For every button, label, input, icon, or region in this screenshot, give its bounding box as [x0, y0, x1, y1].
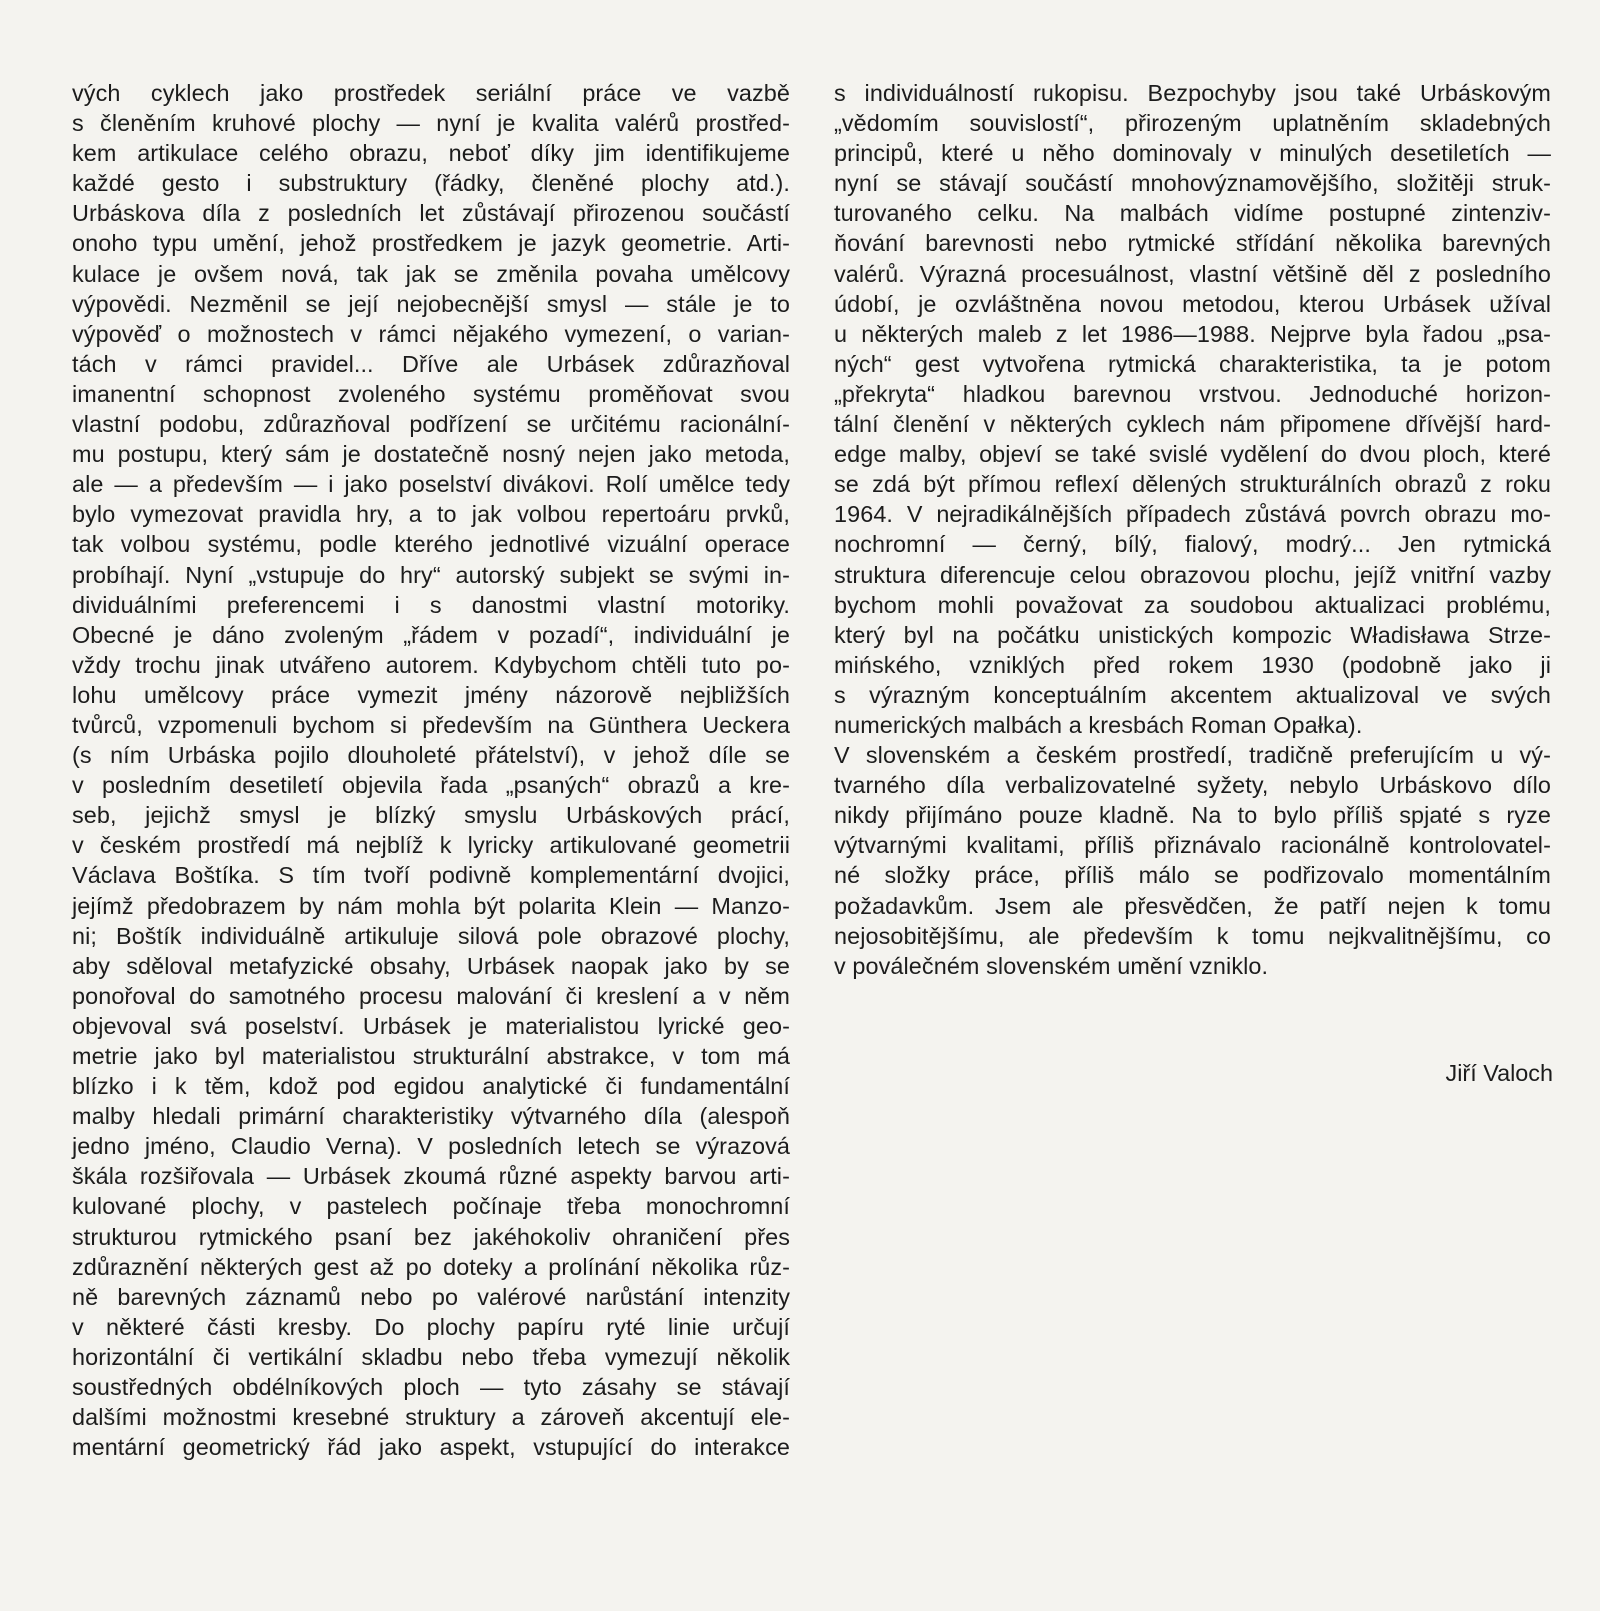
text-line: v posledním desetiletí objevila řada „psaných“ obrazů a kre-: [72, 772, 790, 799]
text-line: se zdá být přímou reflexí dělených strukturálních obrazů z roku: [834, 471, 1551, 498]
text-line: bylo vymezovat pravidla hry, a to jak volbou repertoáru prvků,: [72, 501, 790, 528]
text-line: onoho typu umění, jehož prostředkem je jazyk geometrie. Arti-: [72, 230, 790, 257]
text-line: lohu umělcovy práce vymezit jmény názorově nejbližších: [72, 681, 790, 708]
text-line: kulované plochy, v pastelech počínaje třeba monochromní: [72, 1193, 790, 1220]
text-line: jejímž předobrazem by nám mohla být polarita Klein — Manzo-: [72, 892, 790, 919]
text-line: edge malby, objeví se také svislé vydělení do dvou ploch, které: [834, 441, 1551, 468]
text-line: vlastní podobu, zdůrazňoval podřízení se určitému racionální-: [72, 411, 790, 438]
text-line: požadavkům. Jsem ale přesvědčen, že patří nejen k tomu: [834, 892, 1551, 919]
text-line: s individuálností rukopisu. Bezpochyby jsou také Urbáskovým: [834, 80, 1551, 106]
text-line: výtvarnými kvalitami, příliš přiznávalo racionálně kontrolovatel-: [834, 832, 1551, 859]
text-line: tální členění v některých cyklech nám připomene dřívější hard-: [834, 411, 1551, 438]
text-line: probíhají. Nyní „vstupuje do hry“ autorský subjekt se svými in-: [72, 561, 790, 588]
text-line: škála rozšiřovala — Urbásek zkoumá různé aspekty barvou arti-: [72, 1163, 790, 1190]
text-line: kulace je ovšem nová, tak jak se změnila povaha umělcovy: [72, 260, 790, 287]
text-line: který byl na počátku unistických kompozic Władisława Strze-: [834, 621, 1551, 648]
text-line: valérů. Výrazná procesuálnost, vlastní většině děl z posledního: [834, 260, 1551, 287]
text-line: blízko i k těm, kdož pod egidou analytické či fundamentální: [72, 1073, 790, 1100]
text-line: dalšími možnostmi kresebné struktury a zároveň akcentují ele-: [72, 1404, 790, 1431]
text-line: zdůraznění některých gest až po doteky a prolínání několika růz-: [72, 1253, 790, 1280]
text-line: ponořoval do samotného procesu malování či kreslení a v něm: [72, 982, 790, 1009]
text-line: „překryta“ hladkou barevnou vrstvou. Jednoduché horizon-: [834, 380, 1551, 407]
text-line: V slovenském a českém prostředí, tradičně preferujícím u vý-: [834, 742, 1551, 769]
author-signature: Jiří Valoch: [1445, 1060, 1553, 1086]
text-line: principů, které u něho dominovaly v minulých desetiletích —: [834, 140, 1551, 167]
text-line: strukturou rytmického psaní bez jakéhokoliv ohraničení přes: [72, 1223, 790, 1250]
text-line: bychom mohli považovat za soudobou aktualizaci problému,: [834, 591, 1551, 618]
left-text-column: [72, 78, 790, 1462]
text-line: soustředných obdélníkových ploch — tyto zásahy se stávají: [72, 1374, 790, 1401]
text-line: numerických malbách a kresbách Roman Opałka).: [834, 711, 1363, 738]
text-line: u některých maleb z let 1986—1988. Nejprve byla řadou „psa-: [834, 320, 1551, 347]
text-line: mu postupu, který sám je dostatečně nosný nejen jako metoda,: [72, 441, 790, 468]
text-line: (s ním Urbáska pojilo dlouholeté přátelství), v jehož díle se: [72, 742, 790, 769]
text-line: vých cyklech jako prostředek seriální práce ve vazbě: [72, 80, 790, 106]
text-line: tách v rámci pravidel... Dříve ale Urbásek zdůrazňoval: [72, 350, 790, 377]
right-text-column: [834, 78, 1551, 981]
text-line: horizontální či vertikální skladbu nebo třeba vymezují několik: [72, 1343, 790, 1370]
text-line: nochromní — černý, bílý, fialový, modrý... Jen rytmická: [834, 531, 1551, 558]
text-line: tvarného díla verbalizovatelné syžety, nebylo Urbáskovo dílo: [834, 772, 1551, 799]
text-line: výpovědi. Nezměnil se její nejobecnější smysl — stále je to: [72, 290, 790, 317]
text-line: aby sděloval metafyzické obsahy, Urbásek naopak jako by se: [72, 952, 790, 979]
text-line: mentární geometrický řád jako aspekt, vstupující do interakce: [72, 1434, 790, 1461]
text-line: ale — a především — i jako poselství divákovi. Rolí umělce tedy: [72, 471, 790, 498]
text-line: s členěním kruhové plochy — nyní je kvalita valérů prostřed-: [72, 110, 790, 137]
text-line: v poválečném slovenském umění vzniklo.: [834, 952, 1269, 979]
text-line: turovaného celku. Na malbách vidíme postupné zintenziv-: [834, 200, 1551, 227]
text-line: 1964. V nejradikálnějších případech zůstává povrch obrazu mo-: [834, 501, 1551, 528]
text-line: kem artikulace celého obrazu, neboť díky jim identifikujeme: [72, 140, 790, 167]
text-line: v českém prostředí má nejblíž k lyricky artikulované geometrii: [72, 832, 790, 859]
text-line: metrie jako byl materialistou strukturální abstrakce, v tom má: [72, 1043, 790, 1069]
text-line: údobí, je ozvláštněna novou metodou, kterou Urbásek užíval: [834, 290, 1551, 317]
text-line: nejosobitějšímu, ale především k tomu nejkvalitnějšímu, co: [834, 922, 1551, 949]
text-line: každé gesto i substruktury (řádky, členěné plochy atd.).: [72, 170, 790, 197]
text-line: nyní se stávají součástí mnohovýznamovějšího, složitěji struk-: [834, 170, 1551, 197]
text-line: dividuálními preferencemi i s danostmi vlastní motoriky.: [72, 591, 790, 618]
text-line: ných“ gest vytvořena rytmická charakteristika, ta je potom: [834, 350, 1551, 377]
text-line: mińského, vzniklých před rokem 1930 (podobně jako ji: [834, 651, 1551, 678]
text-line: ně barevných záznamů nebo po valérové narůstání intenzity: [72, 1283, 790, 1310]
text-line: jedno jméno, Claudio Verna). V posledních letech se výrazová: [72, 1133, 790, 1160]
text-line: tvůrců, vzpomenuli bychom si především na Günthera Ueckera: [72, 711, 790, 738]
text-line: struktura diferencuje celou obrazovou plochu, jejíž vnitřní vazby: [834, 561, 1551, 588]
text-line: né složky práce, příliš málo se podřizovalo momentálním: [834, 862, 1551, 889]
text-line: v některé části kresby. Do plochy papíru ryté linie určují: [72, 1313, 790, 1340]
text-line: ňování barevnosti nebo rytmické střídání několika barevných: [834, 230, 1551, 257]
text-line: Urbáskova díla z posledních let zůstávají přirozenou součástí: [72, 200, 790, 227]
text-line: malby hledali primární charakteristiky výtvarného díla (alespoň: [72, 1103, 790, 1130]
text-line: Václava Boštíka. S tím tvoří podivně komplementární dvojici,: [72, 862, 790, 889]
text-line: „vědomím souvislostí“, přirozeným uplatněním skladebných: [834, 110, 1551, 137]
text-line: seb, jejichž smysl je blízký smyslu Urbáskových prácí,: [72, 802, 790, 829]
text-line: tak volbou systému, podle kterého jednotlivé vizuální operace: [72, 531, 790, 558]
text-line: výpověď o možnostech v rámci nějakého vymezení, o varian-: [72, 320, 790, 347]
text-line: nikdy přijímáno pouze kladně. Na to bylo příliš spjaté s ryze: [834, 802, 1551, 829]
text-line: ni; Boštík individuálně artikuluje silová pole obrazové plochy,: [72, 922, 790, 949]
text-line: s výrazným konceptuálním akcentem aktualizoval ve svých: [834, 681, 1551, 708]
text-line: imanentní schopnost zvoleného systému proměňovat svou: [72, 380, 790, 407]
text-line: Obecné je dáno zvoleným „řádem v pozadí“, individuální je: [72, 621, 790, 648]
text-line: vždy trochu jinak utvářeno autorem. Kdybychom chtěli tuto po-: [72, 651, 790, 678]
text-line: objevoval svá poselství. Urbásek je materialistou lyrické geo-: [72, 1012, 790, 1039]
